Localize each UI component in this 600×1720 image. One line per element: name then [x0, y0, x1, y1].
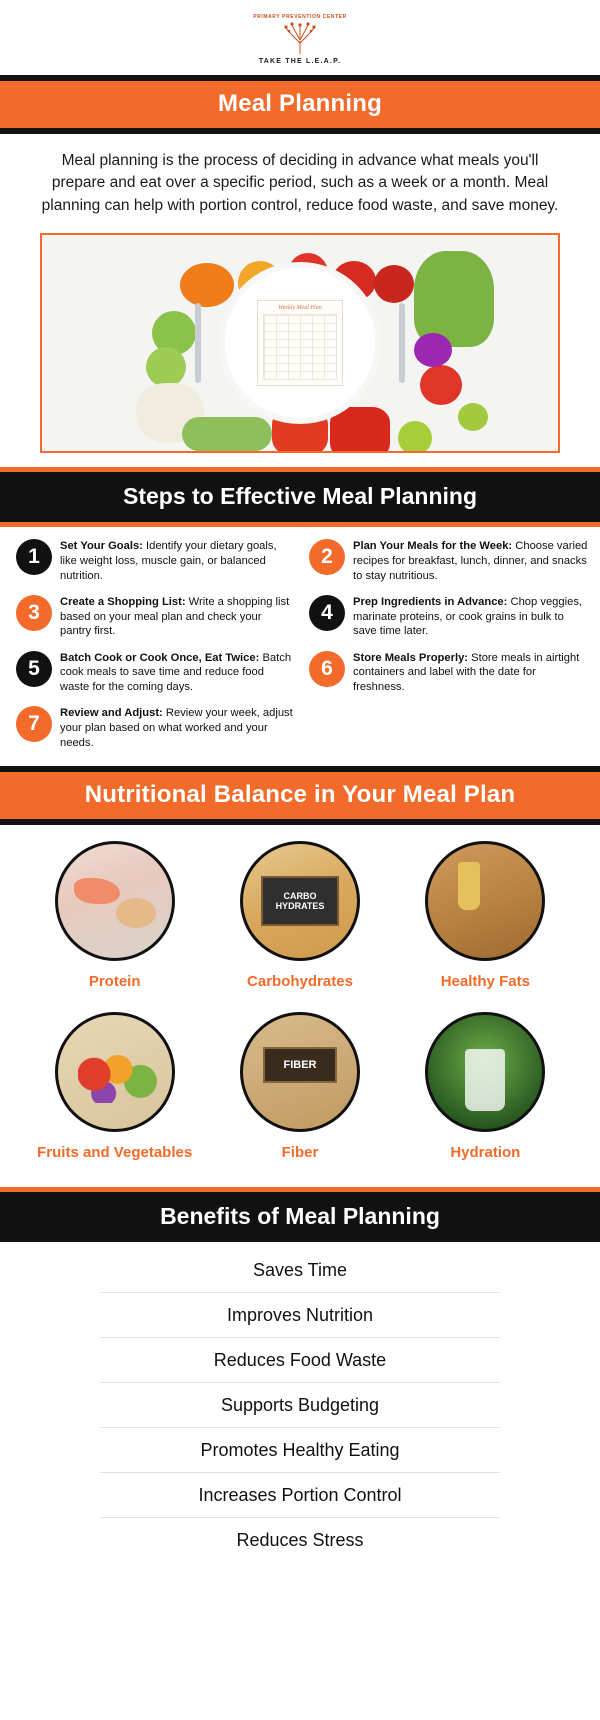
veg-lime: [398, 421, 432, 453]
healthy-fats-photo: [425, 841, 545, 961]
step-heading: Plan Your Meals for the Week:: [353, 540, 513, 553]
meal-plan-card-title: Weekly Meal Plan: [278, 305, 322, 312]
step-body: Chop veggies, marinate proteins, or cook grains in bulk to save time later.: [353, 596, 583, 638]
veg-lime-2: [458, 403, 488, 431]
intro-paragraph: Meal planning is the process of deciding in advance what meals you'll prepare and eat over a specific period, such as a week or a month. Meal planning can help with portion control, reduce food waste, and save money.: [41, 152, 559, 214]
fork-icon: [195, 303, 201, 383]
hydration-photo: [425, 1012, 545, 1132]
benefits-list: [0, 1242, 600, 1582]
protein-photo: [55, 841, 175, 961]
step-body: Write a shopping list based on your meal plan and check your pantry first.: [60, 596, 290, 638]
benefit-item: Increases Portion Control: [100, 1473, 500, 1518]
benefit-item: Improves Nutrition: [100, 1293, 500, 1338]
brand-logo: [0, 0, 600, 75]
step-number: 1: [16, 539, 52, 575]
nutrition-label: Carbohydrates: [247, 973, 353, 991]
nutrition-item: [22, 841, 207, 1006]
fiber-photo: [240, 1012, 360, 1132]
knife-icon: [399, 303, 405, 383]
veg-apple-2: [146, 347, 186, 387]
veg-tomato-3: [374, 265, 414, 303]
step-text: [353, 649, 588, 695]
meal-plan-card-grid: [263, 314, 337, 380]
step-heading: Create a Shopping List:: [60, 596, 186, 609]
veg-tomato-4: [420, 365, 462, 405]
step-text: [60, 593, 295, 639]
steps-title: Steps to Effective Meal Planning: [0, 472, 600, 522]
nutrition-item: [207, 1012, 392, 1177]
benefit-item: Saves Time: [100, 1248, 500, 1293]
step-text: [60, 704, 295, 750]
step-text: [353, 537, 588, 583]
step-number: 6: [309, 651, 345, 687]
step-number: 7: [16, 706, 52, 742]
nutrition-title: Nutritional Balance in Your Meal Plan: [0, 772, 600, 819]
fruits-vegetables-photo: [55, 1012, 175, 1132]
step-body: Store meals in airtight containers and label with the date for freshness.: [353, 651, 580, 693]
step-number: 3: [16, 595, 52, 631]
benefits-banner: [0, 1187, 600, 1242]
carbohydrates-photo: [240, 841, 360, 961]
step-item: [12, 593, 295, 639]
nutrition-item: [393, 1012, 578, 1177]
benefit-item: Supports Budgeting: [100, 1383, 500, 1428]
nutrition-label: Healthy Fats: [440, 973, 530, 991]
steps-banner: [0, 467, 600, 527]
step-item: [305, 649, 588, 695]
step-item: [12, 537, 295, 583]
step-heading: Prep Ingredients in Advance:: [353, 596, 508, 609]
veg-onion: [414, 333, 452, 367]
steps-list: [0, 527, 600, 762]
step-number: 2: [309, 539, 345, 575]
nutrition-label: Fruits and Vegetables: [37, 1143, 193, 1161]
nutrition-grid: [0, 825, 600, 1187]
veg-cucumber: [182, 417, 272, 451]
veg-pepper-2: [330, 407, 390, 453]
step-number: 4: [309, 595, 345, 631]
nutrition-label: Fiber: [281, 1143, 319, 1161]
step-body: Choose varied recipes for breakfast, lunch, dinner, and snacks to stay nutritious.: [353, 540, 588, 582]
step-body: Review your week, adjust your plan based on what worked and your needs.: [60, 707, 293, 749]
step-heading: Batch Cook or Cook Once, Eat Twice:: [60, 651, 260, 664]
step-text: [353, 593, 588, 639]
step-number: 5: [16, 651, 52, 687]
step-text: [60, 649, 295, 695]
benefits-title: Benefits of Meal Planning: [0, 1192, 600, 1242]
nutrition-banner: [0, 766, 600, 825]
veg-orange: [180, 263, 234, 307]
nutrition-label: Protein: [88, 973, 141, 991]
nutrition-label: Hydration: [450, 1143, 521, 1161]
step-item: [12, 649, 295, 695]
logo-tagline: TAKE THE L.E.A.P.: [258, 58, 342, 65]
step-heading: Store Meals Properly:: [353, 651, 469, 664]
benefit-item: Promotes Healthy Eating: [100, 1428, 500, 1473]
tree-icon: [277, 21, 323, 55]
meal-plan-photo: [40, 233, 560, 453]
meal-plan-card: [257, 300, 343, 386]
step-heading: Review and Adjust:: [60, 707, 163, 720]
benefit-item: Reduces Food Waste: [100, 1338, 500, 1383]
page-title: Meal Planning: [0, 81, 600, 128]
nutrition-item: [207, 841, 392, 1006]
benefit-item: Reduces Stress: [236, 1529, 364, 1550]
step-item: [305, 537, 588, 583]
title-banner: [0, 75, 600, 134]
step-heading: Set Your Goals:: [60, 540, 143, 553]
step-body: Identify your dietary goals, like weight loss, muscle gain, or balanced nutrition.: [60, 540, 277, 582]
step-body: Batch cook meals to save time and reduce food waste for the coming days.: [60, 651, 292, 693]
step-text: [60, 537, 295, 583]
step-item: [12, 704, 295, 750]
nutrition-item: [393, 841, 578, 1006]
logo-arc-text: PRIMARY PREVENTION CENTER: [253, 14, 347, 20]
nutrition-item: [22, 1012, 207, 1177]
step-item: [305, 593, 588, 639]
